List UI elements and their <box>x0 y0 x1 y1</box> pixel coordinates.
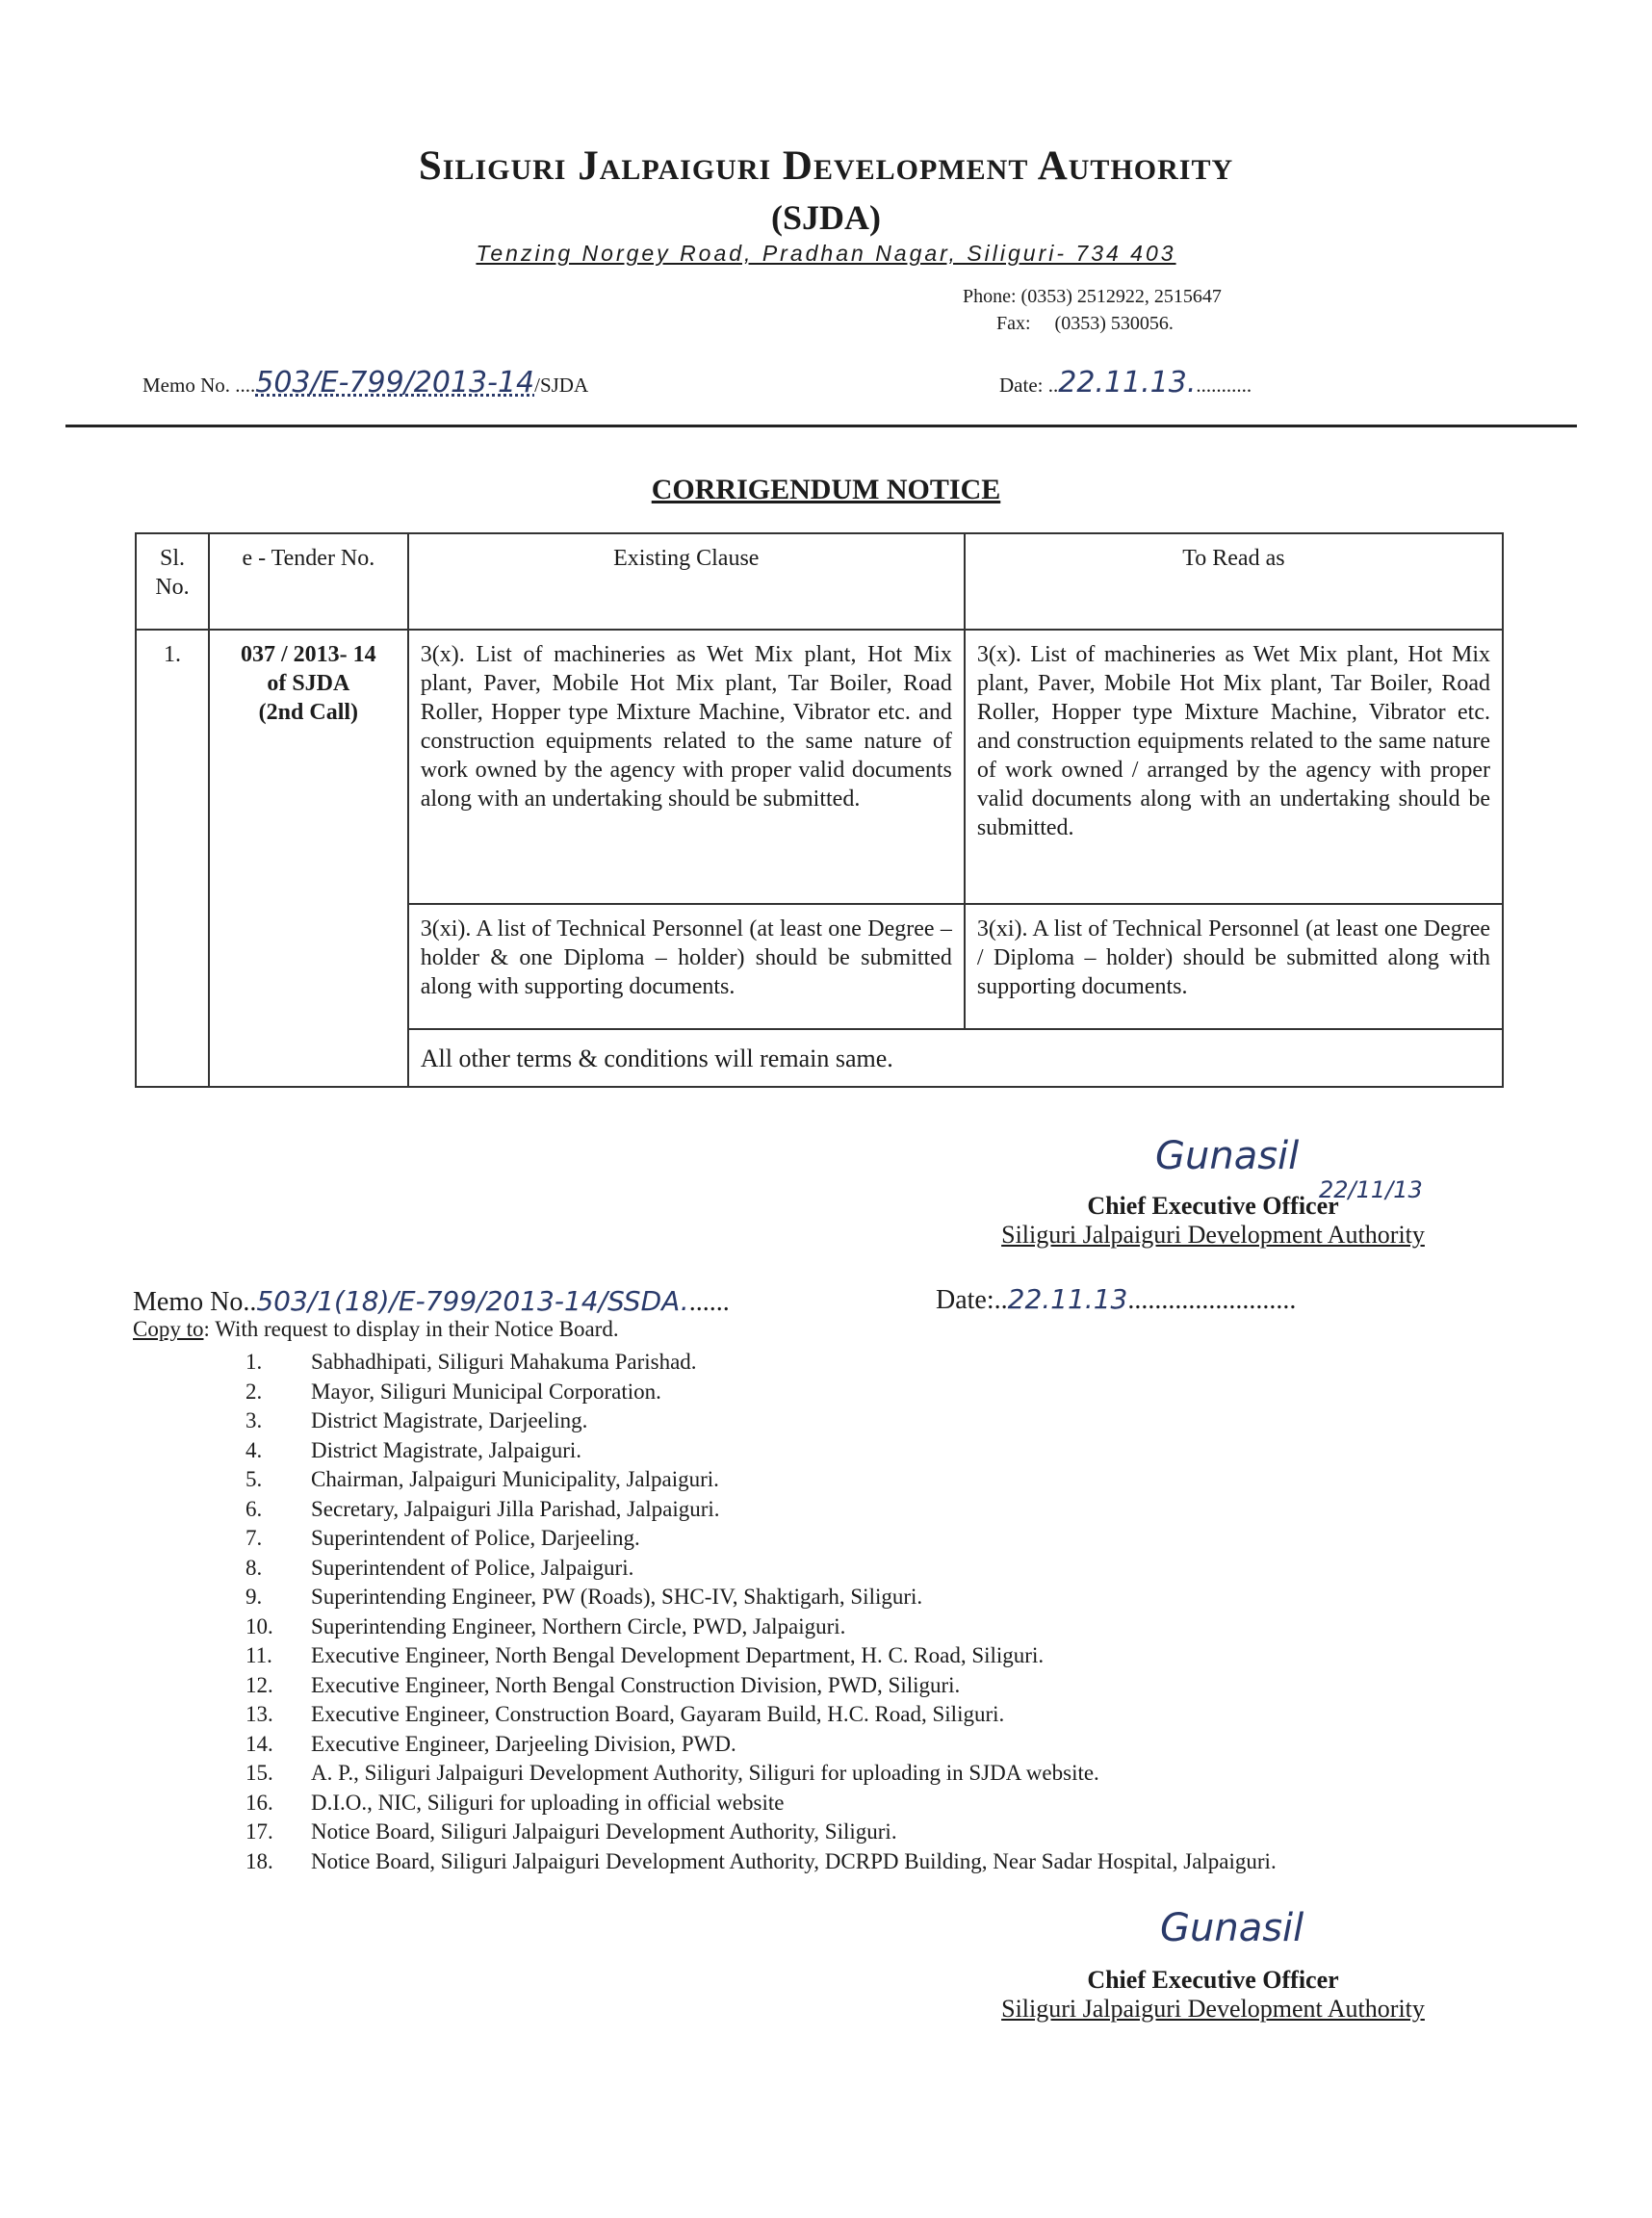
existing-clause-3x: 3(x). List of machineries as Wet Mix plant, Hot Mix plant, Paver, Mobile Hot Mix plant, Tar Boiler, Road Roller, Hopper type Mixture Machine, Vibrator etc. and construction equipments related to the same nature of work owned by the agency with proper valid documents along with an undertaking should be submitted. <box>408 630 965 904</box>
list-item <box>245 1818 1277 1847</box>
list-item-text: Executive Engineer, Construction Board, Gayaram Build, H.C. Road, Siliguri. <box>311 1702 1005 1726</box>
memo-copy-date: Date:..22.11.13......................... <box>936 1283 1297 1315</box>
list-item <box>245 1524 1277 1554</box>
list-item-number: 17. <box>245 1819 273 1844</box>
signature-block <box>924 1966 1502 2024</box>
list-item-number: 7. <box>245 1526 263 1550</box>
list-item-number: 14. <box>245 1731 273 1756</box>
list-item <box>245 1730 1277 1760</box>
list-item <box>245 1700 1277 1730</box>
list-item-number: 5. <box>245 1467 263 1491</box>
header-to-read-as: To Read as <box>965 533 1503 630</box>
table-header-row <box>136 533 1503 630</box>
list-item-number: 10. <box>245 1613 273 1638</box>
fax-number: Fax: (0353) 530056. <box>996 313 1174 334</box>
notice-title: CORRIGENDUM NOTICE <box>651 474 1001 505</box>
signatory-title: Chief Executive Officer <box>1087 1192 1339 1220</box>
list-item <box>245 1759 1277 1789</box>
list-item-number: 18. <box>245 1848 273 1873</box>
date-copy-handwritten: 22.11.13 <box>1007 1283 1128 1315</box>
list-item <box>245 1406 1277 1436</box>
list-item-number: 11. <box>245 1643 272 1667</box>
corrigendum-table <box>135 532 1504 1088</box>
list-item <box>245 1641 1277 1671</box>
list-item <box>245 1612 1277 1642</box>
signature-date-note: 22/11/13 <box>1319 1176 1423 1203</box>
list-item <box>245 1348 1277 1378</box>
list-item-text: Sabhadhipati, Siliguri Mahakuma Parishad. <box>311 1350 697 1374</box>
memo-number: Memo No. ....503/E-799/2013-14/SJDA <box>142 366 589 400</box>
list-item-number: 12. <box>245 1672 273 1697</box>
signatory-title: Chief Executive Officer <box>1087 1966 1339 1994</box>
signature-scribble: Gunasil <box>1155 1134 1300 1178</box>
list-item-number: 8. <box>245 1555 263 1580</box>
list-item-text: Mayor, Siliguri Municipal Corporation. <box>311 1379 661 1404</box>
memo-handwritten: 503/E-799/2013-14 <box>255 366 535 400</box>
list-item-text: Executive Engineer, North Bengal Development Department, H. C. Road, Siliguri. <box>311 1643 1045 1667</box>
distribution-list <box>245 1348 1277 1876</box>
list-item-number: 2. <box>245 1379 263 1404</box>
list-item-text: District Magistrate, Jalpaiguri. <box>311 1437 582 1462</box>
list-item-text: Executive Engineer, North Bengal Construction Division, PWD, Siliguri. <box>311 1672 961 1697</box>
memo-number-copy: Memo No..503/1(18)/E-799/2013-14/SSDA....... <box>133 1285 730 1317</box>
list-item-text: A. P., Siliguri Jalpaiguri Development Authority, Siliguri for uploading in SJDA website. <box>311 1761 1099 1785</box>
existing-clause-3xi: 3(xi). A list of Technical Personnel (at least one Degree – holder & one Diploma – holder) should be submitted along with supporting documents. <box>408 904 965 1029</box>
to-read-clause-3x: 3(x). List of machineries as Wet Mix plant, Hot Mix plant, Paver, Mobile Hot Mix plant, Tar Boiler, Road Roller, Hopper type Mixture Machine, Vibrator etc. and construction equipments related to the same nature of work owned / arranged by the agency with proper valid documents along with an undertaking should be submitted. <box>965 630 1503 904</box>
header-existing-clause: Existing Clause <box>408 533 965 630</box>
list-item-text: Chairman, Jalpaiguri Municipality, Jalpaiguri. <box>311 1467 719 1491</box>
list-item-number: 16. <box>245 1790 273 1815</box>
list-item <box>245 1847 1277 1877</box>
list-item-text: Superintendent of Police, Darjeeling. <box>311 1526 640 1550</box>
date-handwritten: 22.11.13. <box>1058 366 1197 400</box>
table-row <box>136 630 1503 904</box>
list-item-number: 4. <box>245 1437 263 1462</box>
sl-no-cell: 1. <box>136 630 209 1087</box>
tender-no-cell: 037 / 2013- 14 of SJDA (2nd Call) <box>209 630 408 1087</box>
organization-address: Tenzing Norgey Road, Pradhan Nagar, Siliguri- 734 403 <box>476 241 1176 266</box>
list-item-number: 6. <box>245 1496 263 1521</box>
organization-name: Siliguri Jalpaiguri Development Authority <box>418 143 1234 189</box>
copy-to-line: Copy to: With request to display in their Notice Board. <box>133 1317 619 1341</box>
memo-date: Date: ..22.11.13............ <box>999 366 1252 400</box>
list-item-text: Secretary, Jalpaiguri Jilla Parishad, Jalpaiguri. <box>311 1496 720 1521</box>
header-sl-no: Sl. No. <box>136 533 209 630</box>
signature-scribble: Gunasil <box>1160 1906 1304 1950</box>
list-item <box>245 1436 1277 1466</box>
list-item <box>245 1789 1277 1818</box>
list-item-number: 9. <box>245 1585 263 1609</box>
memo-copy-handwritten: 503/1(18)/E-799/2013-14/SSDA. <box>256 1285 689 1317</box>
list-item-number: 1. <box>245 1350 263 1374</box>
header-tender-no: e - Tender No. <box>209 533 408 630</box>
copy-to-label: Copy to <box>133 1317 204 1341</box>
header-divider <box>65 425 1577 427</box>
list-item-number: 15. <box>245 1761 273 1785</box>
signature-block <box>924 1192 1502 1250</box>
list-item-number: 13. <box>245 1702 273 1726</box>
list-item-text: Notice Board, Siliguri Jalpaiguri Development Authority, DCRPD Building, Near Sadar Hospital, Jalpaiguri. <box>311 1848 1277 1873</box>
list-item <box>245 1554 1277 1584</box>
list-item-text: Notice Board, Siliguri Jalpaiguri Development Authority, Siliguri. <box>311 1819 897 1844</box>
list-item <box>245 1378 1277 1407</box>
list-item-text: Superintendent of Police, Jalpaiguri. <box>311 1555 634 1580</box>
list-item-text: District Magistrate, Darjeeling. <box>311 1408 588 1432</box>
signatory-organization: Siliguri Jalpaiguri Development Authority <box>1001 1995 1425 2023</box>
list-item <box>245 1495 1277 1525</box>
phone-numbers: Phone: (0353) 2512922, 2515647 <box>963 286 1222 307</box>
list-item-text: Executive Engineer, Darjeeling Division, PWD. <box>311 1731 736 1756</box>
list-item <box>245 1465 1277 1495</box>
signatory-organization: Siliguri Jalpaiguri Development Authority <box>1001 1221 1425 1249</box>
list-item-text: D.I.O., NIC, Siliguri for uploading in official website <box>311 1790 785 1815</box>
list-item-text: Superintending Engineer, PW (Roads), SHC-IV, Shaktigarh, Siliguri. <box>311 1585 923 1609</box>
organization-abbreviation: (SJDA) <box>771 198 881 237</box>
terms-note: All other terms & conditions will remain same. <box>408 1029 1503 1087</box>
list-item-text: Superintending Engineer, Northern Circle, PWD, Jalpaiguri. <box>311 1613 846 1638</box>
to-read-clause-3xi: 3(xi). A list of Technical Personnel (at least one Degree / Diploma – holder) should be submitted along with supporting documents. <box>965 904 1503 1029</box>
list-item <box>245 1583 1277 1612</box>
list-item-number: 3. <box>245 1408 263 1432</box>
list-item <box>245 1671 1277 1701</box>
